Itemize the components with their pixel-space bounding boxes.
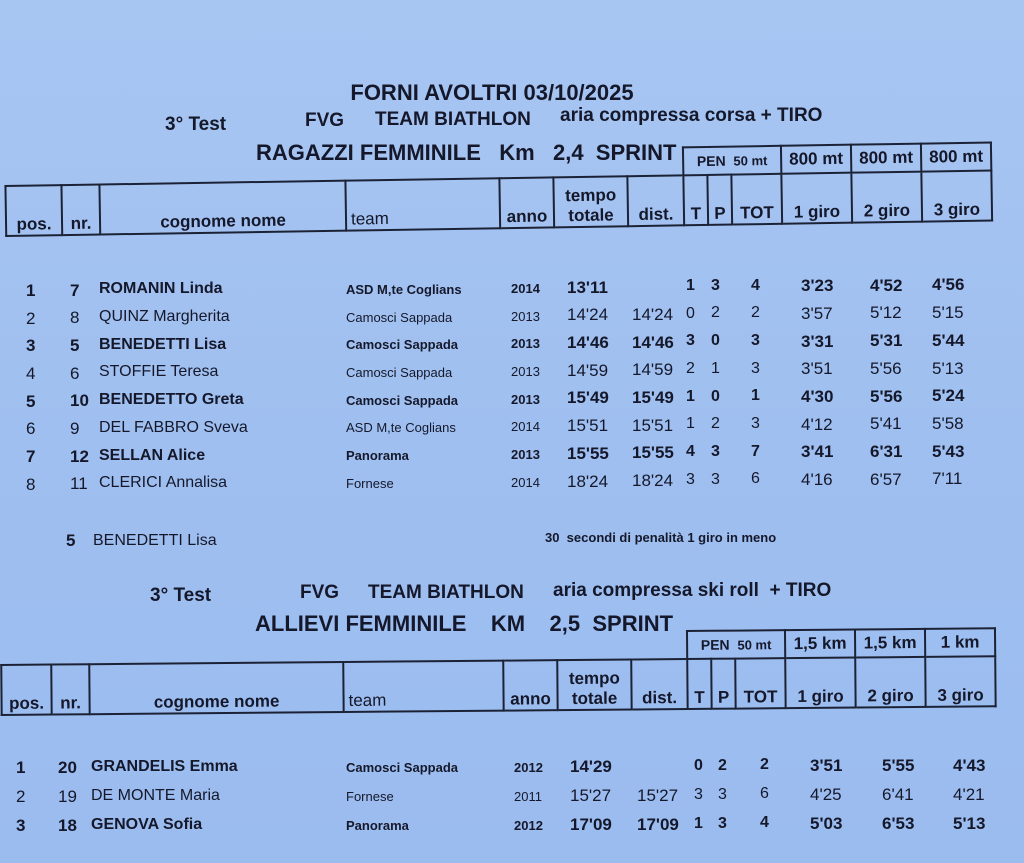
cell-lap2: 5'12	[870, 303, 902, 323]
t-header: T	[683, 175, 708, 225]
anno-header: anno	[503, 660, 557, 710]
cell-t: 3	[686, 470, 695, 488]
cell-lap3: 5'43	[932, 441, 965, 461]
cell-name: SELLAN Alice	[99, 446, 206, 464]
cell-t: 1	[686, 415, 695, 433]
tempo-label: tempo	[565, 185, 617, 206]
cell-tempo: 14'29	[570, 756, 612, 776]
cell-tot: 3	[751, 415, 760, 432]
note-pos: 5	[66, 531, 76, 550]
cell-pos: 6	[26, 419, 36, 439]
cell-pos: 4	[26, 363, 36, 383]
cell-anno: 2014	[511, 419, 540, 435]
cell-lap3: 5'44	[932, 330, 965, 350]
cell-team: Camosci Sappada	[346, 337, 458, 353]
cell-nr: 7	[70, 280, 80, 300]
table-row	[0, 413, 1024, 443]
table-row	[0, 815, 1024, 841]
cell-nr: 20	[58, 757, 77, 777]
page-title: FORNI AVOLTRI 03/10/2025	[350, 80, 634, 105]
cell-lap3: 5'15	[932, 303, 964, 323]
name-header: cognome nome	[99, 181, 346, 235]
cell-lap3: 5'13	[932, 358, 964, 378]
team-label: TEAM BIATHLON	[368, 582, 524, 603]
cell-lap1: 4'16	[801, 470, 833, 490]
pos-header: pos.	[1, 665, 51, 715]
p-header: P	[711, 659, 735, 709]
cell-pos: 2	[26, 308, 36, 328]
lap2-header: 2 giro	[851, 172, 922, 223]
lap3-distance-header: 1 km	[925, 628, 995, 657]
cell-anno: 2014	[511, 280, 540, 296]
name-header: cognome nome	[89, 662, 343, 714]
race-type: aria compressa ski roll + TIRO	[553, 580, 832, 601]
cell-name: QUINZ Margherita	[99, 308, 230, 326]
results-header	[0, 627, 997, 716]
cell-pos: 1	[16, 757, 26, 777]
cell-team: Camosci Sappada	[346, 309, 453, 325]
category-title: ALLIEVI FEMMINILE KM 2,5 SPRINT	[255, 611, 674, 636]
cell-anno: 2013	[511, 391, 540, 407]
fvg-label: FVG	[300, 582, 340, 603]
lap1-header: 1 giro	[781, 173, 852, 224]
cell-tempo: 14'46	[567, 333, 609, 352]
table-row	[0, 757, 1024, 783]
cell-tempo: 15'27	[570, 785, 612, 805]
pen-header	[687, 630, 785, 659]
table-row	[0, 786, 1024, 812]
cell-p: 3	[711, 470, 720, 488]
cell-t: 0	[686, 304, 695, 322]
cell-lap3: 5'58	[932, 413, 964, 433]
cell-tot: 4	[751, 276, 760, 294]
cell-p: 3	[718, 785, 727, 803]
cell-dist: 15'51	[632, 415, 674, 435]
cell-team: Fornese	[346, 789, 394, 805]
cell-t: 3	[686, 332, 695, 350]
cell-dist: 15'55	[632, 443, 674, 463]
cell-lap2: 6'31	[870, 441, 903, 461]
cell-p: 2	[711, 304, 720, 322]
cell-nr: 8	[70, 308, 80, 328]
cell-tot: 3	[751, 331, 760, 349]
test-label: 3° Test	[165, 114, 227, 135]
cell-name: STOFFIE Teresa	[99, 363, 219, 381]
m50-label: 50 mt	[733, 152, 768, 169]
cell-name: BENEDETTO Greta	[99, 391, 244, 409]
team-header: team	[345, 178, 500, 230]
cell-t: 1	[686, 387, 695, 405]
table-row	[0, 441, 1024, 470]
cell-lap2: 5'55	[882, 756, 915, 776]
cell-lap2: 5'41	[870, 414, 902, 434]
cell-tot: 4	[760, 814, 769, 832]
cell-lap2: 6'41	[882, 785, 914, 805]
cell-name: GRANDELIS Emma	[91, 757, 238, 775]
cell-p: 0	[711, 387, 720, 405]
table-row	[0, 303, 1024, 332]
cell-dist: 15'49	[632, 388, 674, 408]
cell-dist: 14'24	[632, 304, 674, 324]
cell-pos: 5	[26, 391, 36, 411]
cell-lap3: 4'56	[932, 275, 965, 295]
cell-lap1: 3'31	[801, 331, 834, 351]
test-label: 3° Test	[150, 585, 212, 606]
cell-t: 3	[694, 785, 703, 803]
note-name: BENEDETTI Lisa	[93, 532, 217, 549]
cell-tot: 2	[751, 304, 760, 322]
lap2-header: 2 giro	[855, 657, 925, 708]
pen-label: PEN	[700, 636, 730, 653]
cell-dist: 15'27	[637, 785, 679, 805]
cell-t: 2	[686, 359, 695, 377]
cell-nr: 11	[70, 474, 88, 494]
cell-nr: 12	[70, 446, 89, 466]
cell-lap1: 3'51	[810, 756, 843, 776]
cell-name: BENEDETTI Lisa	[99, 335, 227, 353]
cell-team: ASD M,te Coglians	[346, 281, 462, 297]
cell-tempo: 15'55	[567, 443, 609, 463]
cell-pos: 3	[16, 815, 26, 835]
p-header: P	[707, 175, 732, 225]
cell-name: DEL FABBRO Sveva	[99, 418, 248, 436]
cell-dist: 14'59	[632, 360, 674, 380]
lap2-distance-header: 800 mt	[851, 144, 921, 173]
cell-pos: 2	[16, 786, 26, 806]
m50-label: 50 mt	[737, 636, 772, 653]
cell-team: Camosci Sappada	[346, 365, 453, 381]
cell-nr: 18	[58, 815, 77, 835]
cell-tot: 6	[760, 785, 769, 803]
cell-p: 3	[711, 442, 720, 460]
cell-tempo: 18'24	[567, 471, 609, 491]
pen-label: PEN	[696, 152, 726, 169]
cell-team: Camosci Sappada	[346, 392, 458, 408]
tempo-header	[557, 659, 631, 710]
cell-lap1: 3'41	[801, 442, 834, 462]
cell-lap2: 6'53	[882, 814, 915, 834]
cell-nr: 19	[58, 786, 77, 806]
cell-lap3: 5'24	[932, 386, 965, 406]
table-row	[0, 469, 1024, 498]
table-row	[0, 275, 1024, 304]
cell-name: GENOVA Sofia	[91, 815, 203, 833]
cell-dist: 18'24	[632, 471, 674, 491]
totale-label: totale	[571, 688, 618, 709]
cell-anno: 2014	[511, 474, 540, 490]
cell-team: Panorama	[346, 818, 409, 834]
cell-p: 2	[711, 415, 720, 433]
cell-p: 1	[711, 359, 720, 377]
cell-p: 3	[711, 276, 720, 294]
nr-header: nr.	[51, 664, 89, 714]
cell-team: ASD M,te Coglians	[346, 420, 456, 436]
cell-p: 3	[718, 814, 727, 832]
cell-tot: 1	[751, 387, 760, 405]
cell-tot: 2	[760, 756, 769, 774]
cell-t: 1	[686, 276, 695, 294]
cell-lap1: 3'23	[801, 276, 834, 296]
cell-anno: 2013	[511, 364, 540, 380]
cell-anno: 2013	[511, 308, 540, 324]
category-title: RAGAZZI FEMMINILE Km 2,4 SPRINT	[256, 140, 677, 165]
lap3-header: 3 giro	[925, 656, 995, 707]
cell-tot: 3	[751, 359, 760, 377]
cell-lap2: 5'56	[870, 358, 902, 378]
lap3-header: 3 giro	[921, 170, 992, 221]
cell-lap2: 6'57	[870, 469, 902, 489]
cell-pos: 3	[26, 336, 36, 356]
cell-tot: 6	[751, 470, 760, 488]
team-label: TEAM BIATHLON	[375, 109, 531, 130]
cell-t: 1	[694, 814, 703, 832]
cell-t: 0	[694, 756, 703, 774]
cell-lap1: 3'51	[801, 359, 833, 379]
cell-t: 4	[686, 443, 695, 461]
team-header: team	[343, 661, 503, 712]
cell-team: Fornese	[346, 475, 394, 491]
cell-dist: 17'09	[637, 814, 679, 834]
tempo-label: tempo	[568, 668, 620, 689]
pen-header	[683, 146, 781, 176]
cell-name: CLERICI Annalisa	[99, 474, 228, 492]
lap1-distance-header: 1,5 km	[785, 630, 855, 659]
cell-team: Panorama	[346, 448, 409, 464]
cell-name: DE MONTE Maria	[91, 786, 220, 804]
cell-nr: 5	[70, 335, 80, 355]
tot-header: TOT	[731, 174, 782, 225]
cell-lap2: 5'56	[870, 386, 903, 406]
cell-lap1: 4'25	[810, 785, 842, 805]
pos-header: pos.	[5, 185, 62, 236]
cell-pos: 7	[26, 447, 36, 467]
anno-header: anno	[499, 177, 554, 228]
lap1-distance-header: 800 mt	[781, 145, 851, 174]
cell-lap1: 4'12	[801, 414, 833, 434]
dist-header: dist.	[627, 175, 684, 226]
cell-tempo: 14'24	[567, 305, 609, 325]
cell-lap3: 4'21	[953, 785, 985, 805]
nr-header: nr.	[61, 185, 100, 236]
cell-pos: 8	[26, 474, 36, 494]
cell-tempo: 15'49	[567, 388, 609, 408]
cell-name: ROMANIN Linda	[99, 280, 223, 298]
tot-header: TOT	[735, 658, 785, 708]
table-row	[0, 358, 1024, 387]
cell-tot: 7	[751, 442, 760, 460]
fvg-label: FVG	[305, 110, 345, 131]
cell-lap1: 4'30	[801, 387, 834, 406]
dist-header: dist.	[631, 659, 687, 709]
race-type: aria compressa corsa + TIRO	[560, 105, 823, 126]
cell-anno: 2012	[514, 817, 543, 833]
cell-lap3: 4'43	[953, 756, 986, 776]
cell-lap3: 5'13	[953, 814, 986, 834]
cell-dist: 14'46	[632, 332, 674, 352]
cell-anno: 2011	[514, 788, 542, 804]
lap1-header: 1 giro	[785, 658, 855, 709]
cell-p: 2	[718, 756, 727, 774]
cell-anno: 2013	[511, 336, 540, 352]
table-row	[0, 330, 1024, 359]
cell-tempo: 14'59	[567, 360, 609, 380]
cell-lap1: 5'03	[810, 814, 843, 834]
cell-tempo: 17'09	[570, 814, 612, 834]
lap3-distance-header: 800 mt	[921, 142, 991, 171]
cell-tempo: 13'11	[567, 277, 608, 297]
table-row	[0, 386, 1024, 415]
cell-lap2: 5'31	[870, 331, 903, 351]
lap2-distance-header: 1,5 km	[855, 629, 925, 658]
cell-p: 0	[711, 332, 720, 350]
cell-lap3: 7'11	[932, 469, 963, 489]
cell-lap2: 4'52	[870, 275, 903, 295]
t-header: T	[687, 659, 711, 709]
cell-anno: 2012	[514, 759, 543, 775]
cell-nr: 10	[70, 391, 89, 411]
cell-team: Camosci Sappada	[346, 760, 458, 776]
results-header	[4, 141, 993, 237]
cell-pos: 1	[26, 280, 36, 300]
cell-nr: 9	[70, 419, 80, 439]
cell-lap1: 3'57	[801, 303, 833, 323]
cell-nr: 6	[70, 363, 80, 383]
note-text: 30 secondi di penalità 1 giro in meno	[545, 530, 777, 545]
cell-tempo: 15'51	[567, 416, 609, 436]
tempo-header	[553, 176, 628, 227]
totale-label: totale	[568, 205, 614, 226]
cell-anno: 2013	[511, 447, 540, 463]
